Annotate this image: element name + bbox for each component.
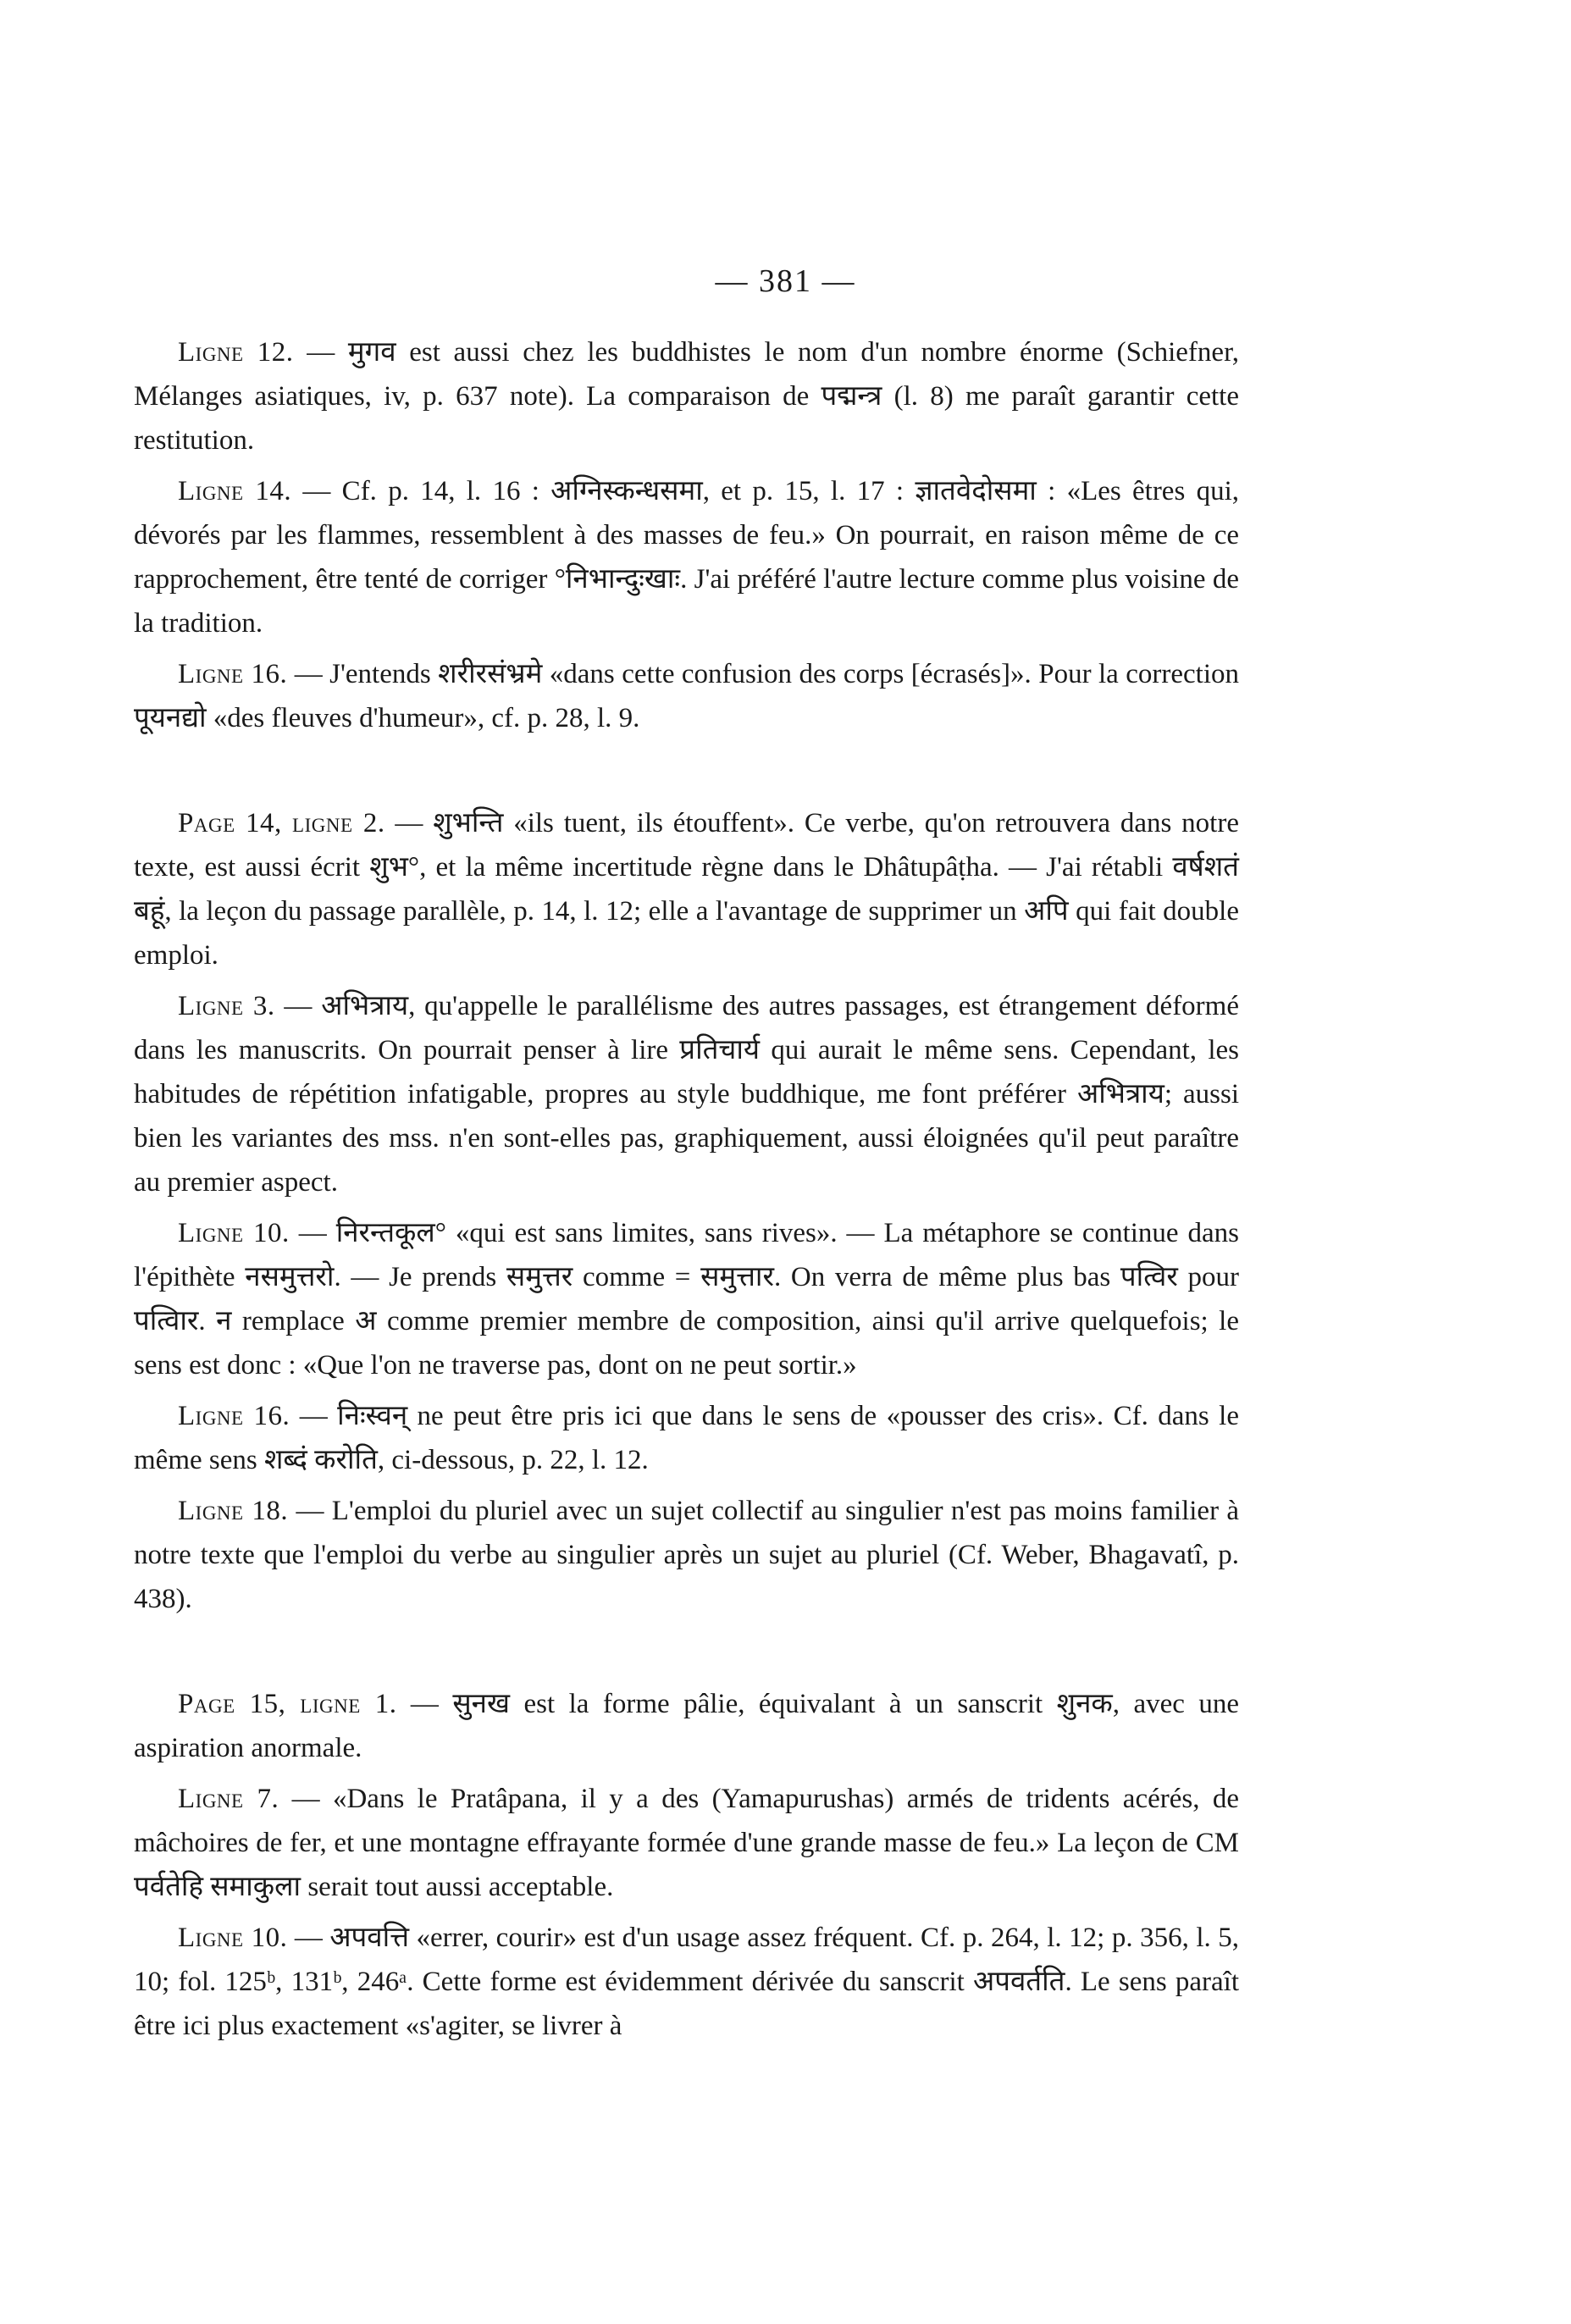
entry-label: Ligne 14.: [178, 476, 292, 506]
entry-label: Ligne 16.: [178, 1401, 290, 1431]
entry-label: Ligne 7.: [178, 1784, 279, 1814]
entry-text: — मुगव est aussi chez les buddhistes le nom d'un nombre énorme (Schiefner, Mélanges asiatiques, iv, p. 637 note). La comparaison de पद्मन्त्र (l. 8) me paraît garantir cette restitution.: [134, 337, 1239, 456]
entry-text: — «Dans le Pratâpana, il y a des (Yamapurushas) armés de tridents acérés, de mâchoires de fer, et une montagne effrayante formée d'une grande masse de feu.» La leçon de CM पर्वतेहि समाकुला serait tout aussi acceptable.: [134, 1784, 1239, 1902]
note-entry: [134, 1489, 1239, 1621]
entry-text: — सुनख est la forme pâlie, équivalant à un sanscrit शुनक, avec une aspiration anormale.: [134, 1689, 1239, 1763]
entry-label: Ligne 18.: [178, 1496, 289, 1526]
note-entry: [134, 1777, 1239, 1909]
entry-label: Ligne 3.: [178, 991, 275, 1021]
entry-label: Ligne 16.: [178, 659, 288, 689]
note-entry: [134, 1916, 1239, 2048]
entry-text: — शुभन्ति «ils tuent, ils étouffent». Ce verbe, qu'on retrouvera dans notre texte, est aussi écrit शुभ°, et la même incertitude règne dans le Dhâtupâṭha. — J'ai rétabli वर्षशतं बहूं, la leçon du passage parallèle, p. 14, l. 12; elle a l'avantage de supprimer un अपि qui fait double emploi.: [134, 808, 1239, 971]
entry-label: Page 14, ligne 2.: [178, 808, 385, 838]
entry-label: Page 15, ligne 1.: [178, 1689, 397, 1719]
entry-label: Ligne 12.: [178, 337, 294, 368]
entry-text: — J'entends शरीरसंभ्रमे «dans cette confusion des corps [écrasés]». Pour la correction पूयनद्यो «des fleuves d'humeur», cf. p. 28, l. 9.: [134, 659, 1239, 733]
note-entry: [134, 984, 1239, 1204]
note-entry-page-heading: [134, 1682, 1239, 1770]
note-entry: [134, 330, 1239, 462]
entry-label: Ligne 10.: [178, 1218, 290, 1248]
entry-text: — अपवत्ति «errer, courir» est d'un usage assez fréquent. Cf. p. 264, l. 12; p. 356, l. 5, 10; fol. 125ᵇ, 131ᵇ, 246ᵃ. Cette forme est évidemment dérivée du sanscrit अपवर्तति. Le sens paraît être ici plus exactement «s'agiter, se livrer à: [134, 1923, 1239, 2041]
entry-text: — अभित्राय, qu'appelle le parallélisme des autres passages, est étrangement déformé dans les manuscrits. On pourrait penser à lire प्रतिचार्य qui aurait le même sens. Cependant, les habitudes de répétition infatigable, propres au style buddhique, me font préférer अभित्राय; aussi bien les variantes des mss. n'en sont-elles pas, graphiquement, aussi éloignées qu'il peut paraître au premier aspect.: [134, 991, 1239, 1198]
note-entry: [134, 1394, 1239, 1482]
note-entry: [134, 469, 1239, 645]
entry-label: Ligne 10.: [178, 1923, 288, 1953]
entry-text: — L'emploi du pluriel avec un sujet collectif au singulier n'est pas moins familier à notre texte que l'emploi du verbe au singulier après un sujet au pluriel (Cf. Weber, Bhagavatî, p. 438).: [134, 1496, 1240, 1614]
entry-text: — Cf. p. 14, l. 16 : अग्निस्कन्धसमा, et p. 15, l. 17 : ज्ञातवेदोसमा : «Les êtres qui, dévorés par les flammes, ressemblent à des masses de feu.» On pourrait, en raison même de ce rapprochement, être tenté de corriger °निभान्दुःखाः. J'ai préféré l'autre lecture comme plus voisine de la tradition.: [134, 476, 1239, 639]
entry-text: — निःस्वन् ne peut être pris ici que dans le sens de «pousser des cris». Cf. dans le même sens शब्दं करोति, ci-dessous, p. 22, l. 12.: [134, 1401, 1239, 1475]
commentary-text: [134, 330, 1239, 2055]
page-number: — 381 —: [715, 263, 856, 299]
note-entry-page-heading: [134, 801, 1239, 977]
note-entry: [134, 652, 1239, 740]
entry-text: — निरन्तकूल° «qui est sans limites, sans rives». — La métaphore se continue dans l'épithète नसमुत्तरो. — Je prends समुत्तर comme = समुत्तार. On verra de même plus bas पत्विर pour पत्विार. न remplace अ comme premier membre de composition, ainsi qu'il arrive quelquefois; le sens est donc : «Que l'on ne traverse pas, dont on ne peut sortir.»: [134, 1218, 1239, 1381]
note-entry: [134, 1211, 1239, 1387]
